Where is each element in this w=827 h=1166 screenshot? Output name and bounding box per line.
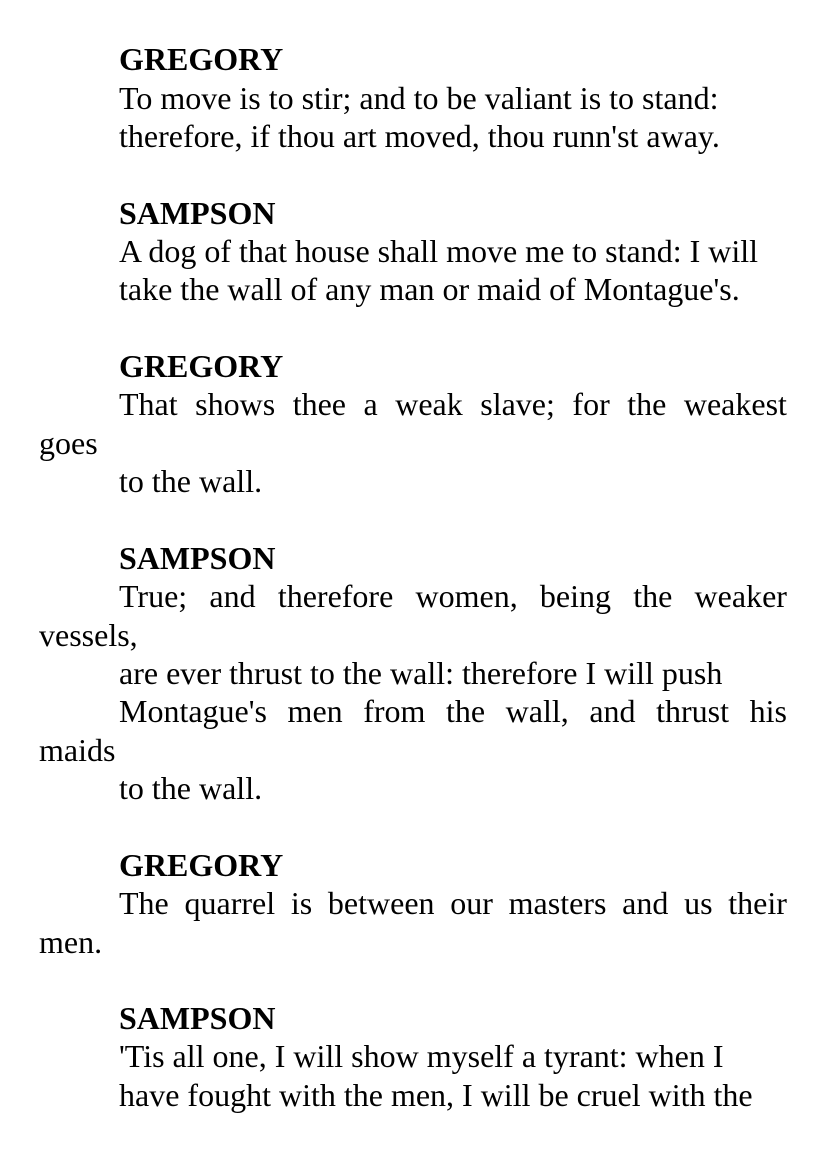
dialogue-line — [119, 692, 787, 730]
dialogue-line — [119, 385, 787, 423]
word: Montague's — [119, 693, 267, 729]
word: the — [627, 386, 667, 422]
word: and — [622, 885, 669, 921]
word: their — [728, 885, 787, 921]
word: slave; — [480, 386, 555, 422]
word: weaker — [694, 578, 787, 614]
word: his — [749, 693, 787, 729]
word: thrust — [656, 693, 730, 729]
dialogue-line: take the wall of any man or maid of Montague's. — [119, 271, 740, 307]
dialogue-line: therefore, if thou art moved, thou runn'st away. — [119, 118, 720, 154]
word: being — [539, 578, 612, 614]
dialogue-line: have fought with the men, I will be cruel with the — [119, 1077, 753, 1113]
dialogue-line: are ever thrust to the wall: therefore I will push — [119, 655, 723, 691]
dialogue-line: maids — [39, 732, 116, 768]
word: shows — [195, 386, 276, 422]
word: a — [363, 386, 378, 422]
word: The — [119, 885, 169, 921]
speaker-name: SAMPSON — [119, 195, 276, 231]
word: our — [450, 885, 493, 921]
word: and — [209, 578, 256, 614]
dialogue-line: goes — [39, 425, 98, 461]
dialogue-line: A dog of that house shall move me to stand: I will — [119, 233, 759, 269]
word: us — [684, 885, 713, 921]
word: from — [363, 693, 426, 729]
dialogue-line — [119, 577, 787, 615]
dialogue-line: men. — [39, 924, 103, 960]
word: quarrel — [184, 885, 276, 921]
word: weak — [395, 386, 463, 422]
dialogue-line: to the wall. — [119, 463, 263, 499]
dialogue-line: 'Tis all one, I will show myself a tyrant: when I — [119, 1038, 724, 1074]
speaker-name: GREGORY — [119, 348, 284, 384]
dialogue-line — [119, 884, 787, 922]
word: weakest — [683, 386, 787, 422]
word: therefore — [277, 578, 394, 614]
word: the — [633, 578, 673, 614]
speaker-name: SAMPSON — [119, 540, 276, 576]
word: is — [290, 885, 313, 921]
speaker-name: SAMPSON — [119, 1000, 276, 1036]
word: and — [589, 693, 636, 729]
word: the — [446, 693, 486, 729]
dialogue-line: vessels, — [39, 617, 138, 653]
speaker-name: GREGORY — [119, 41, 284, 77]
word: women, — [415, 578, 518, 614]
word: for — [572, 386, 610, 422]
word: thee — [292, 386, 346, 422]
word: between — [327, 885, 435, 921]
word: That — [119, 386, 178, 422]
word: men — [287, 693, 343, 729]
dialogue-line: to the wall. — [119, 770, 263, 806]
dialogue-line: To move is to stir; and to be valiant is to stand: — [119, 80, 719, 116]
word: masters — [508, 885, 607, 921]
speaker-name: GREGORY — [119, 847, 284, 883]
word: True; — [119, 578, 188, 614]
word: wall, — [505, 693, 569, 729]
